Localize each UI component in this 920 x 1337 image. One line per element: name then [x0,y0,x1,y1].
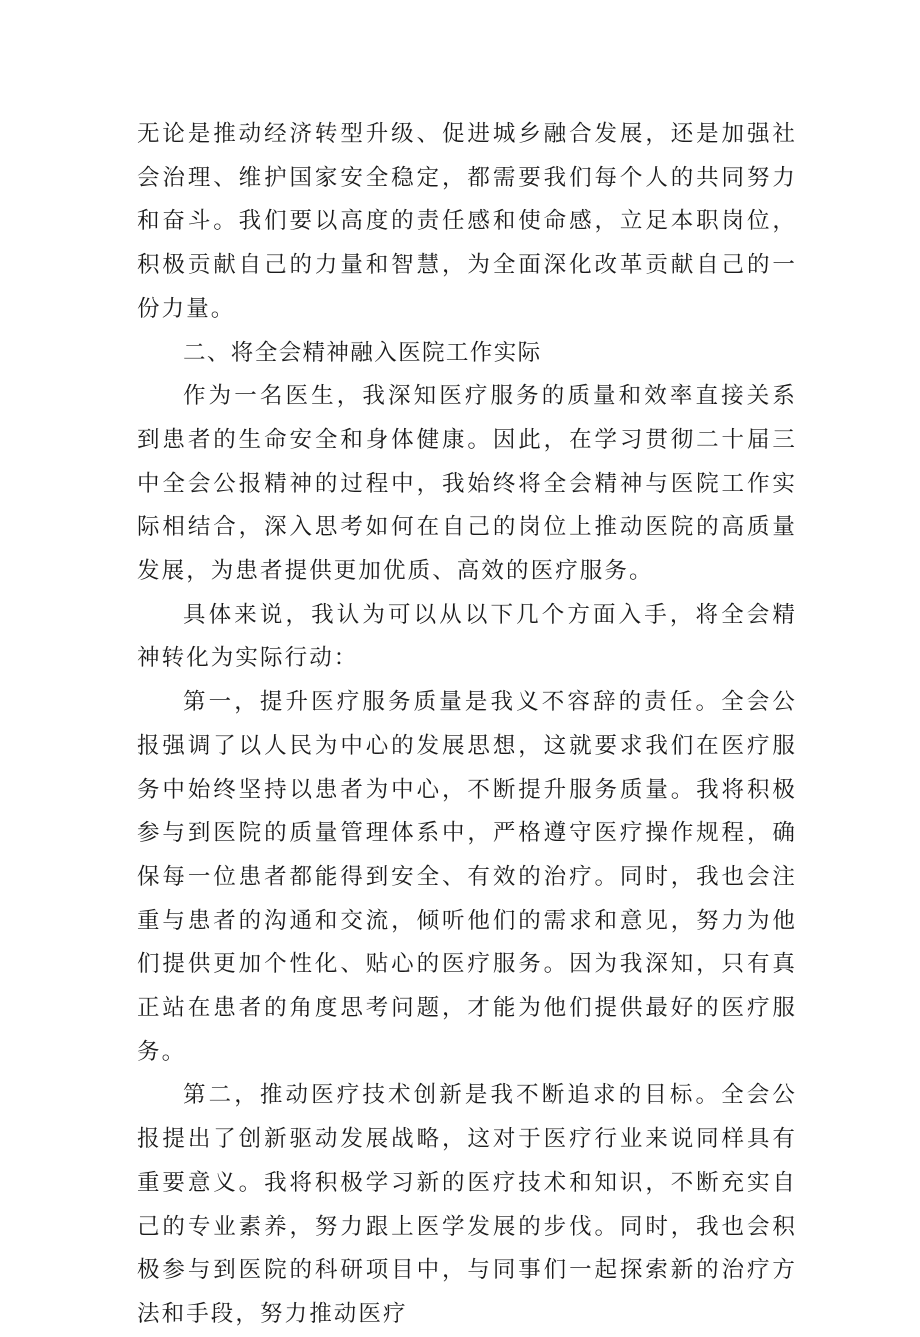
paragraph-first-point: 第一，提升医疗服务质量是我义不容辞的责任。全会公报强调了以人民为中心的发展思想，这就要求我们在医疗服务中始终坚持以患者为中心，不断提升服务质量。我将积极参与到医院的质量管理体系中，严格遵守医疗操作规程，确保每一位患者都能得到安全、有效的治疗。同时，我也会注重与患者的沟通和交流，倾听他们的需求和意见，努力为他们提供更加个性化、贴心的医疗服务。因为我深知，只有真正站在患者的角度思考问题，才能为他们提供最好的医疗服务。 [137,689,797,1065]
paragraph-intro: 作为一名医生，我深知医疗服务的质量和效率直接关系到患者的生命安全和身体健康。因此，在学习贯彻二十届三中全会公报精神的过程中，我始终将全会精神与医院工作实际相结合，深入思考如何在自己的岗位上推动医院的高质量发展，为患者提供更加优质、高效的医疗服务。 [137,383,797,585]
paragraph-continuation: 无论是推动经济转型升级、促进城乡融合发展，还是加强社会治理、维护国家安全稳定，都需要我们每个人的共同努力和奋斗。我们要以高度的责任感和使命感，立足本职岗位，积极贡献自己的力量和智慧，为全面深化改革贡献自己的一份力量。 [137,121,797,322]
paragraph-second-point: 第二，推动医疗技术创新是我不断追求的目标。全会公报提出了创新驱动发展战略，这对于医疗行业来说同样具有重要意义。我将积极学习新的医疗技术和知识，不断充实自己的专业素养，努力跟上医学发展的步伐。同时，我也会积极参与到医院的科研项目中，与同事们一起探索新的治疗方法和手段，努力推动医疗 [137,1082,797,1327]
paragraph-specifics: 具体来说，我认为可以从以下几个方面入手，将全会精神转化为实际行动： [137,601,797,672]
section-heading: 二、将全会精神融入医院工作实际 [183,339,542,366]
document-body [137,113,797,1337]
